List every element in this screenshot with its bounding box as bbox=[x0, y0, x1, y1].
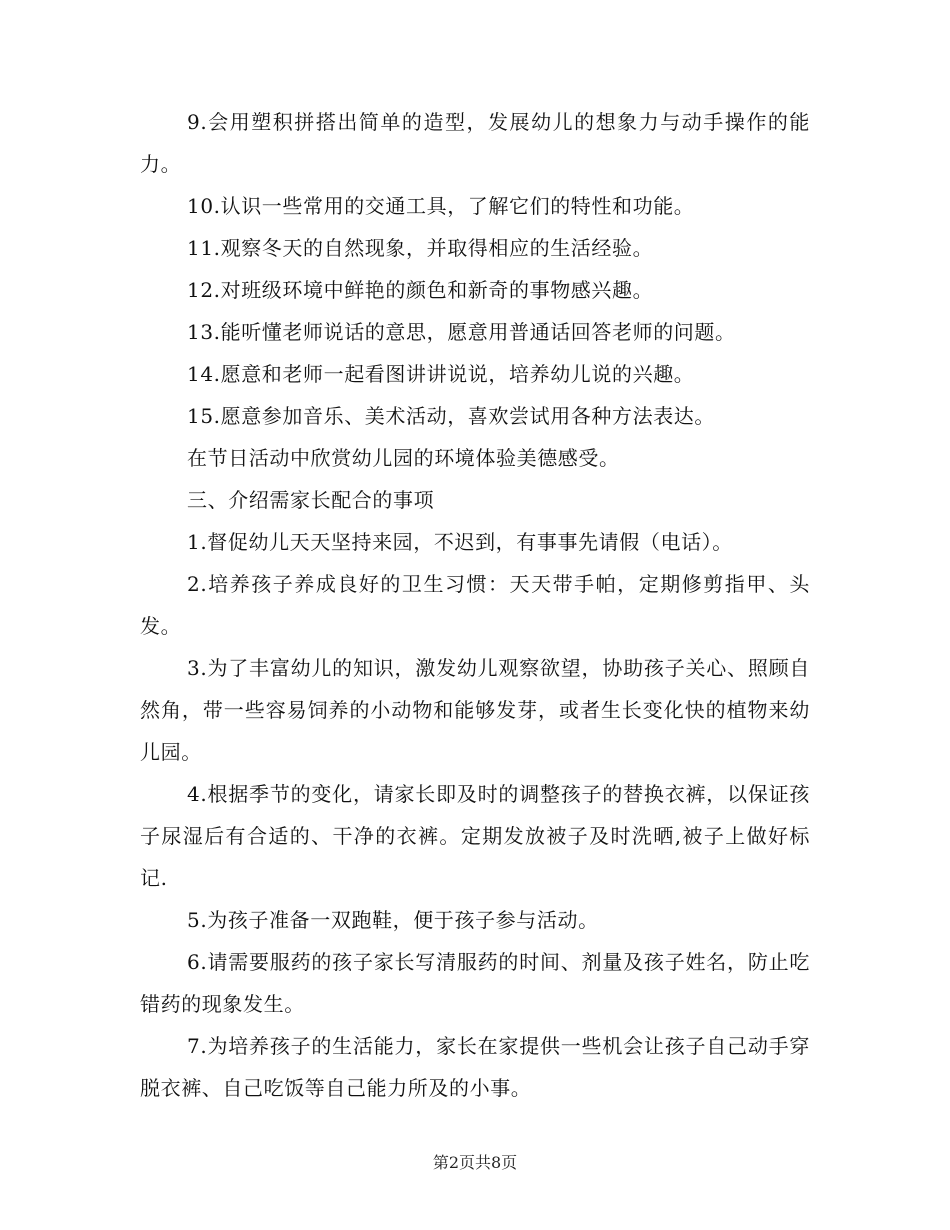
paragraph-item-9: 9.会用塑积拼搭出简单的造型，发展幼儿的想象力与动手操作的能力。 bbox=[140, 110, 810, 176]
page-number-footer: 第2页共8页 bbox=[432, 1153, 518, 1172]
parent-item-6: 6.请需要服药的孩子家长写清服药的时间、剂量及孩子姓名，防止吃错药的现象发生。 bbox=[140, 950, 810, 1016]
paragraph-item-14: 14.愿意和老师一起看图讲讲说说，培养幼儿说的兴趣。 bbox=[187, 362, 695, 386]
section-heading: 三、介绍需家长配合的事项 bbox=[187, 488, 435, 512]
paragraph-item-15: 15.愿意参加音乐、美术活动，喜欢尝试用各种方法表达。 bbox=[187, 404, 716, 428]
parent-item-4: 4.根据季节的变化，请家长即及时的调整孩子的替换衣裤，以保证孩子尿湿后有合适的、干净的衣裤。定期发放被子及时洗晒,被子上做好标记. bbox=[140, 782, 810, 890]
paragraph-item-13: 13.能听懂老师说话的意思，愿意用普通话回答老师的问题。 bbox=[187, 320, 736, 344]
parent-item-1: 1.督促幼儿天天坚持来园，不迟到，有事事先请假（电话）。 bbox=[187, 530, 733, 554]
parent-item-5: 5.为孩子准备一双跑鞋，便于孩子参与活动。 bbox=[187, 908, 599, 932]
document-body bbox=[140, 101, 810, 1109]
paragraph-item-10: 10.认识一些常用的交通工具，了解它们的特性和功能。 bbox=[187, 194, 695, 218]
paragraph-item-11: 11.观察冬天的自然现象，并取得相应的生活经验。 bbox=[187, 236, 654, 260]
paragraph-festival: 在节日活动中欣赏幼儿园的环境体验美德感受。 bbox=[187, 446, 620, 470]
parent-item-7: 7.为培养孩子的生活能力，家长在家提供一些机会让孩子自己动手穿脱衣裤、自己吃饭等自己能力所及的小事。 bbox=[140, 1034, 810, 1100]
parent-item-2: 2.培养孩子养成良好的卫生习惯：天天带手帕，定期修剪指甲、头发。 bbox=[140, 572, 810, 638]
paragraph-item-12: 12.对班级环境中鲜艳的颜色和新奇的事物感兴趣。 bbox=[187, 278, 654, 302]
parent-item-3: 3.为了丰富幼儿的知识，激发幼儿观察欲望，协助孩子关心、照顾自然角，带一些容易饲养的小动物和能够发芽，或者生长变化快的植物来幼儿园。 bbox=[140, 656, 810, 764]
